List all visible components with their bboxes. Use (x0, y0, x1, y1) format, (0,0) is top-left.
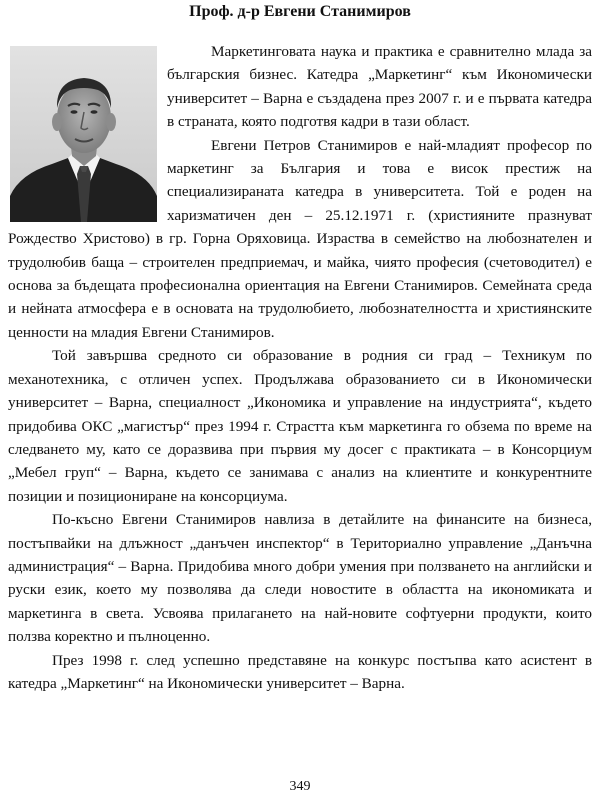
paragraph-1: Маркетинговата наука и практика е сравнително млада за българския бизнес. Катедра „Маркетинг“ към Икономически университет – Варна е създадена през 2007 г. и е първата катедра в страната, която подготвя кадри в тази област. (167, 43, 592, 131)
portrait-image (10, 46, 157, 222)
article-body (8, 40, 592, 695)
page-title: Проф. д-р Евгени Станимиров (189, 3, 411, 20)
paragraph-5: През 1998 г. след успешно представяне на конкурс постъпва като асистент в катедра „Маркетинг“ на Икономически университет – Варна. (8, 651, 592, 692)
page-number: 349 (289, 779, 311, 794)
paragraph-3: Той завършва средното си образование в родния си град – Техникум по механотехника, с отличен успех. Продължава образованието си в Икономически университет – Варна, специалност „Икономика и управление на индустрията“, където придобива ОКС „магистър“ през 1994 г. Страстта към маркетинга го обзема по време на следването му, като се доразвива при първия му досег с практиката – в Консорциум „Мебел груп“ – Варна, където се занимава с анализ на клиентите и конкурентните позиции и позициониране на консорциума. (8, 347, 592, 505)
paragraph-2: Евгени Петров Станимиров е най-младият професор по маркетинг за България и това е висок престиж на специализираната катедра в университета. Той е роден на харизматичен ден – 25.12.1971 г. (християните празнуват Рождество Христово) в гр. Горна Оряховица. Израства в семейство на любознателен и трудолюбив баща – строителен предприемач, и майка, чиято професия (счетоводител) е основа за бъдещата професионална ориентация на Евгени Станимиров. Семейната среда и нейната атмосфера е в основата на трудолюбието, любознателността и християнските ценности на младия Евгени Станимиров. (8, 136, 592, 341)
portrait-photo (10, 46, 157, 222)
paragraph-4: По-късно Евгени Станимиров навлиза в детайлите на финансите на бизнеса, постъпвайки на длъжност „данъчен инспектор“ в Териториално управление „Данъчна администрация“ – Варна. Придобива много добри умения при ползването на английски и руски език, което му позволява да следи новостите в областта на икономиката и маркетинга в света. Усвоява прилагането на най-новите софтуерни продукти, които ползва коректно и пълноценно. (8, 511, 592, 646)
